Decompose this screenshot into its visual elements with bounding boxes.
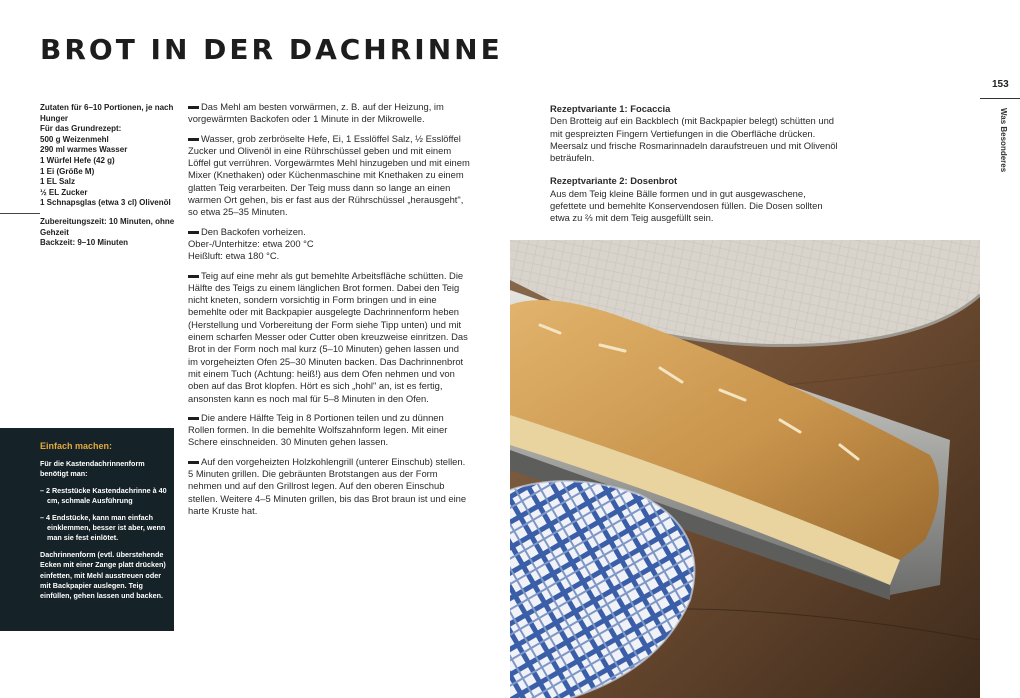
instruction-step: Den Backofen vorheizen. Ober-/Unterhitze: etwa 200 °C Heißluft: etwa 180 °C. — [188, 225, 314, 262]
step-bullet-icon — [188, 231, 199, 234]
instruction-step: Auf den vorgeheizten Holzkohlengrill (unterer Einschub) stellen. 5 Minuten grillen. Die gebräunten Brotstangen aus der Form nehmen und auf den Grillrost legen. Auf den oberen Einschub stellen. Weitere 4–5 Minuten grillen, bis das Brot braun ist und eine harte Kruste hat. — [188, 455, 467, 516]
step-bullet-icon — [188, 275, 199, 278]
page-number: 153 — [992, 79, 1009, 90]
step-bullet-icon — [188, 138, 199, 141]
ingredient-item: 1 EL Salz — [40, 177, 75, 187]
tip-list-item: – 2 Reststücke Kastendachrinne à 40 cm, schmale Ausführung — [40, 485, 167, 506]
tip-list-item: – 4 Endstücke, kann man einfach einklemmen, besser ist aber, wenn man sie fest einlötet. — [40, 512, 166, 543]
instruction-step: Das Mehl am besten vorwärmen, z. B. auf der Heizung, im vorgewärmten Backofen oder 1 Minute in der Mikrowelle. — [188, 101, 444, 125]
variant-text: Den Brotteig auf ein Backblech (mit Backpapier belegt) schütten und mit gespreizten Fingern Vertiefungen in die Oberfläche drücken. Meersalz und frische Rosmarinnadeln daraufstreuen und mit Olivenöl beträufeln. — [550, 115, 838, 164]
tip-intro: Für die Kastendachrinnenform benötigt man: — [40, 459, 145, 479]
instruction-step: Wasser, grob zerbröselte Hefe, Ei, 1 Esslöffel Salz, ½ Esslöffel Zucker und Olivenöl in eine Rührschüssel geben und mit einem Löffel gut verrühren. Vorgewärmtes Mehl hinzugeben und mit einem Mixer (Knethaken) oder Küchenmaschine mit Knethaken zu einem glatten Teig verarbeiten. Der Teig muss dann so lange an einen warmen Ort gehen, bis er fast aus der Rührschüssel „herausgeht", so etwa 25–35 Minuten. — [188, 132, 470, 218]
step-bullet-icon — [188, 417, 199, 420]
instructions-column — [188, 101, 470, 524]
ingredient-item: 1 Schnapsglas (etwa 3 cl) Olivenöl — [40, 198, 171, 208]
ingredient-item: ½ EL Zucker — [40, 187, 88, 197]
variant-heading: Rezeptvariante 1: Focaccia — [550, 103, 671, 114]
ingredient-item: 1 Würfel Hefe (42 g) — [40, 155, 115, 165]
ingredient-item: 290 ml warmes Wasser — [40, 145, 128, 155]
step-bullet-icon — [188, 461, 199, 464]
variants-column — [550, 103, 840, 236]
section-tab-label: Was Besonderes — [999, 108, 1008, 173]
bake-time: Backzeit: 9–10 Minuten — [40, 238, 129, 248]
instruction-step: Die andere Hälfte Teig in 8 Portionen teilen und zu dünnen Rollen formen. In die bemehlte Wolfszahnform legen. Mit einer Schere einschneiden. 30 Minuten gehen lassen. — [188, 411, 448, 448]
ingredients-heading: Zutaten für 6–10 Portionen, je nach Hunger — [40, 103, 174, 123]
ingredients-divider — [0, 213, 40, 214]
prep-time: Zubereitungszeit: 10 Minuten, ohne Gehzeit — [40, 216, 175, 237]
tip-text: Dachrinnenform (evtl. überstehende Ecken mit einer Zange platt drücken) einfetten, mit Mehl ausstreuen oder mit Backpapier auslegen. Teig einfüllen, gehen lassen und backen. — [40, 549, 166, 601]
variant-text: Aus dem Teig kleine Bälle formen und in gut ausgewaschene, gefettete und bemehlte Konservendosen füllen. Die Dosen sollten etwa zu ⅔ mit dem Teig ausgefüllt sein. — [550, 187, 823, 224]
ingredient-item: 500 g Weizenmehl — [40, 134, 109, 144]
tip-box — [0, 428, 174, 631]
step-bullet-icon — [188, 106, 199, 109]
ingredient-item: 1 Ei (Größe M) — [40, 166, 95, 176]
tip-heading: Einfach machen: — [40, 441, 113, 451]
bread-photo — [510, 240, 980, 698]
instruction-step: Teig auf eine mehr als gut bemehlte Arbeitsfläche schütten. Die Hälfte des Teigs zu einem länglichen Brot formen. Dabei den Teig nicht kneten, sondern vorsichtig in Form bringen und in eine bemehlte oder mit Backpapier ausgelegte Dachrinnenform heben (Herstellung und Vorbereitung der Form siehe Tipp unten) und mit einem scharfen Messer oder Cutter oben kreuzweise einritzen. Das Brot in der Form noch mal kurz (5–10 Minuten) gehen lassen und im vorgeheizten Ofen 25–30 Minuten backen. Das Dachrinnenbrot mit einem Tuch (Achtung: heiß!) aus dem Ofen nehmen und von oben auf das Brot klopfen. Hört es sich „hohl" an, ist es fertig, ansonsten kann es noch mal für 5–8 Minuten in den Ofen. — [188, 269, 468, 404]
ingredients-subheading: Für das Grundrezept: — [40, 124, 122, 134]
variant-heading: Rezeptvariante 2: Dosenbrot — [550, 175, 678, 187]
page-number-divider — [980, 98, 1020, 99]
ingredients-panel — [40, 103, 175, 249]
tip-body — [40, 459, 168, 608]
recipe-title: BROT IN DER DACHRINNE — [40, 33, 503, 66]
